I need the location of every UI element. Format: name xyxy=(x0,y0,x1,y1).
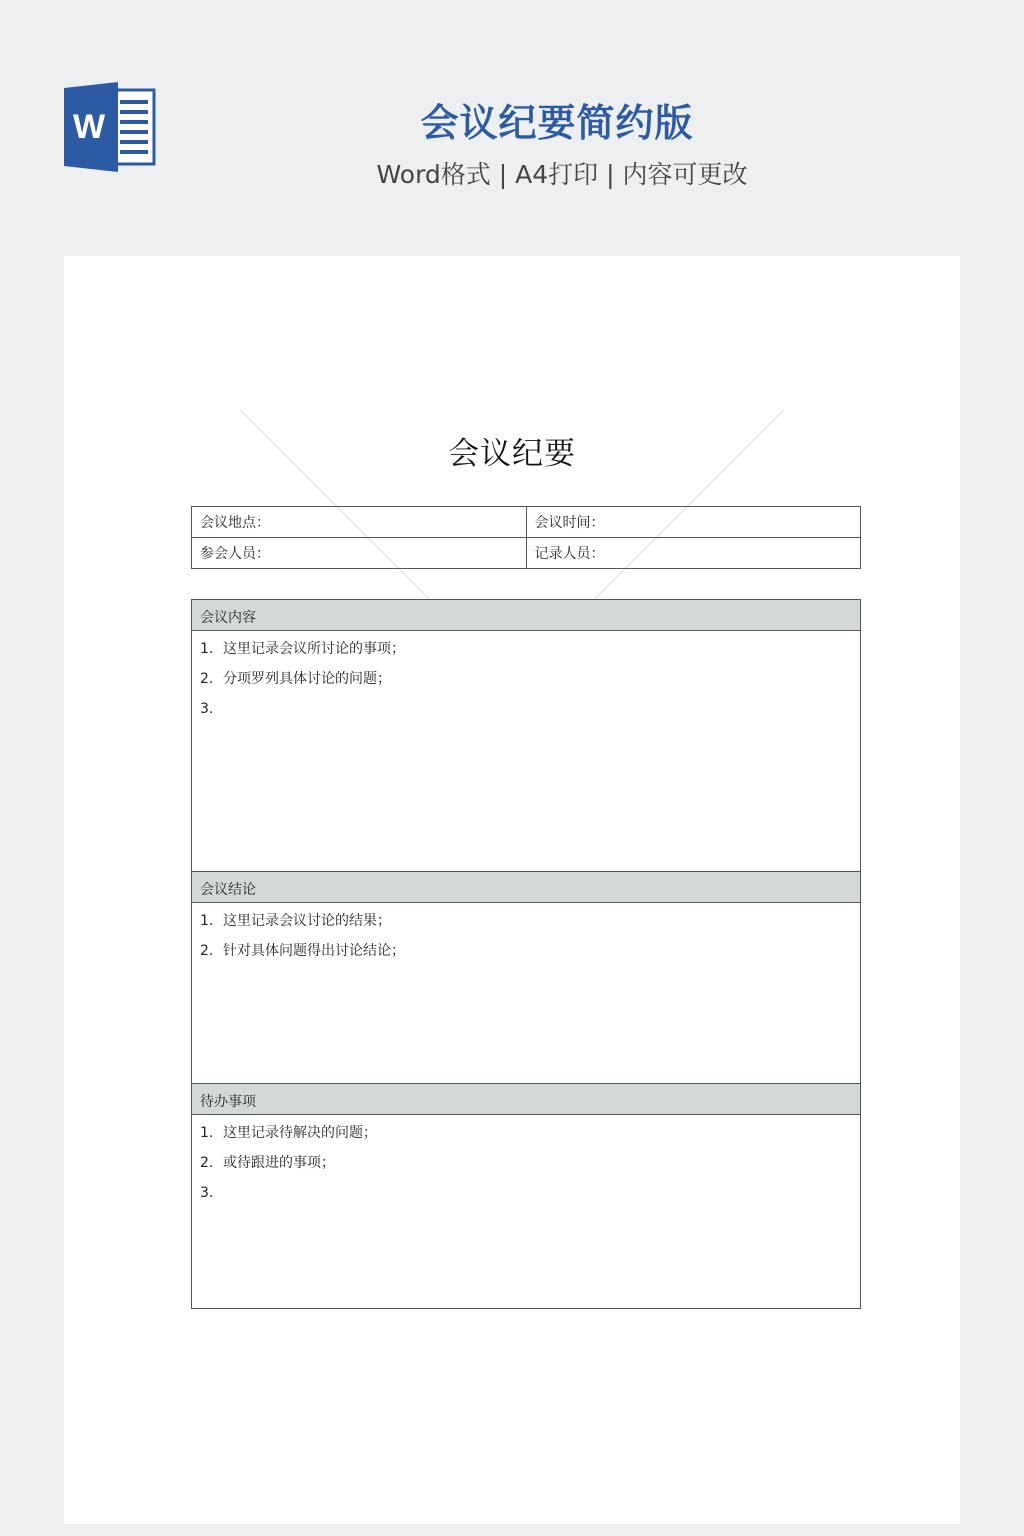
item-text: 这里记录会议所讨论的事项； xyxy=(223,641,405,657)
list-item xyxy=(200,1151,852,1181)
section-body[interactable] xyxy=(192,631,860,727)
item-text: 或待跟进的事项； xyxy=(223,1155,335,1171)
list-item xyxy=(200,667,852,697)
section-body[interactable] xyxy=(192,1115,860,1211)
time-field[interactable] xyxy=(526,507,861,538)
todo-section xyxy=(191,1083,861,1309)
document-page xyxy=(64,256,960,1524)
item-number: 1. xyxy=(200,641,214,657)
meeting-info-table xyxy=(191,506,861,569)
time-label: 会议时间： xyxy=(534,515,605,531)
item-number: 3. xyxy=(200,701,214,717)
list-item xyxy=(200,909,852,939)
banner xyxy=(0,0,1024,256)
item-number: 1. xyxy=(200,1125,214,1141)
list-item xyxy=(200,1181,852,1211)
attendees-label: 参会人员： xyxy=(200,546,270,562)
item-number: 1. xyxy=(200,913,214,929)
attendees-field[interactable] xyxy=(192,538,527,569)
location-label: 会议地点： xyxy=(200,515,270,531)
banner-subtitle: Word格式 | A4打印 | 内容可更改 xyxy=(376,160,748,189)
list-item xyxy=(200,637,852,667)
list-item xyxy=(200,939,852,969)
item-text: 这里记录会议讨论的结果； xyxy=(223,913,391,929)
document-title: 会议纪要 xyxy=(448,436,576,472)
recorder-label: 记录人员： xyxy=(534,546,605,562)
meeting-conclusion-section xyxy=(191,871,861,1084)
item-text: 这里记录待解决的问题； xyxy=(223,1125,377,1141)
item-number: 2. xyxy=(200,1155,214,1171)
meeting-content-section xyxy=(191,599,861,872)
section-body[interactable] xyxy=(192,903,860,969)
item-text: 分项罗列具体讨论的问题； xyxy=(223,671,391,687)
word-logo-letter: W xyxy=(72,108,106,146)
section-header: 会议内容 xyxy=(192,600,860,631)
list-item xyxy=(200,1121,852,1151)
item-number: 2. xyxy=(200,943,214,959)
list-item xyxy=(200,697,852,727)
section-header: 会议结论 xyxy=(192,872,860,903)
section-header: 待办事项 xyxy=(192,1084,860,1115)
banner-title: 会议纪要简约版 xyxy=(420,101,694,145)
location-field[interactable] xyxy=(192,507,527,538)
item-number: 3. xyxy=(200,1185,214,1201)
recorder-field[interactable] xyxy=(526,538,861,569)
item-text: 针对具体问题得出讨论结论； xyxy=(223,943,405,959)
item-number: 2. xyxy=(200,671,214,687)
